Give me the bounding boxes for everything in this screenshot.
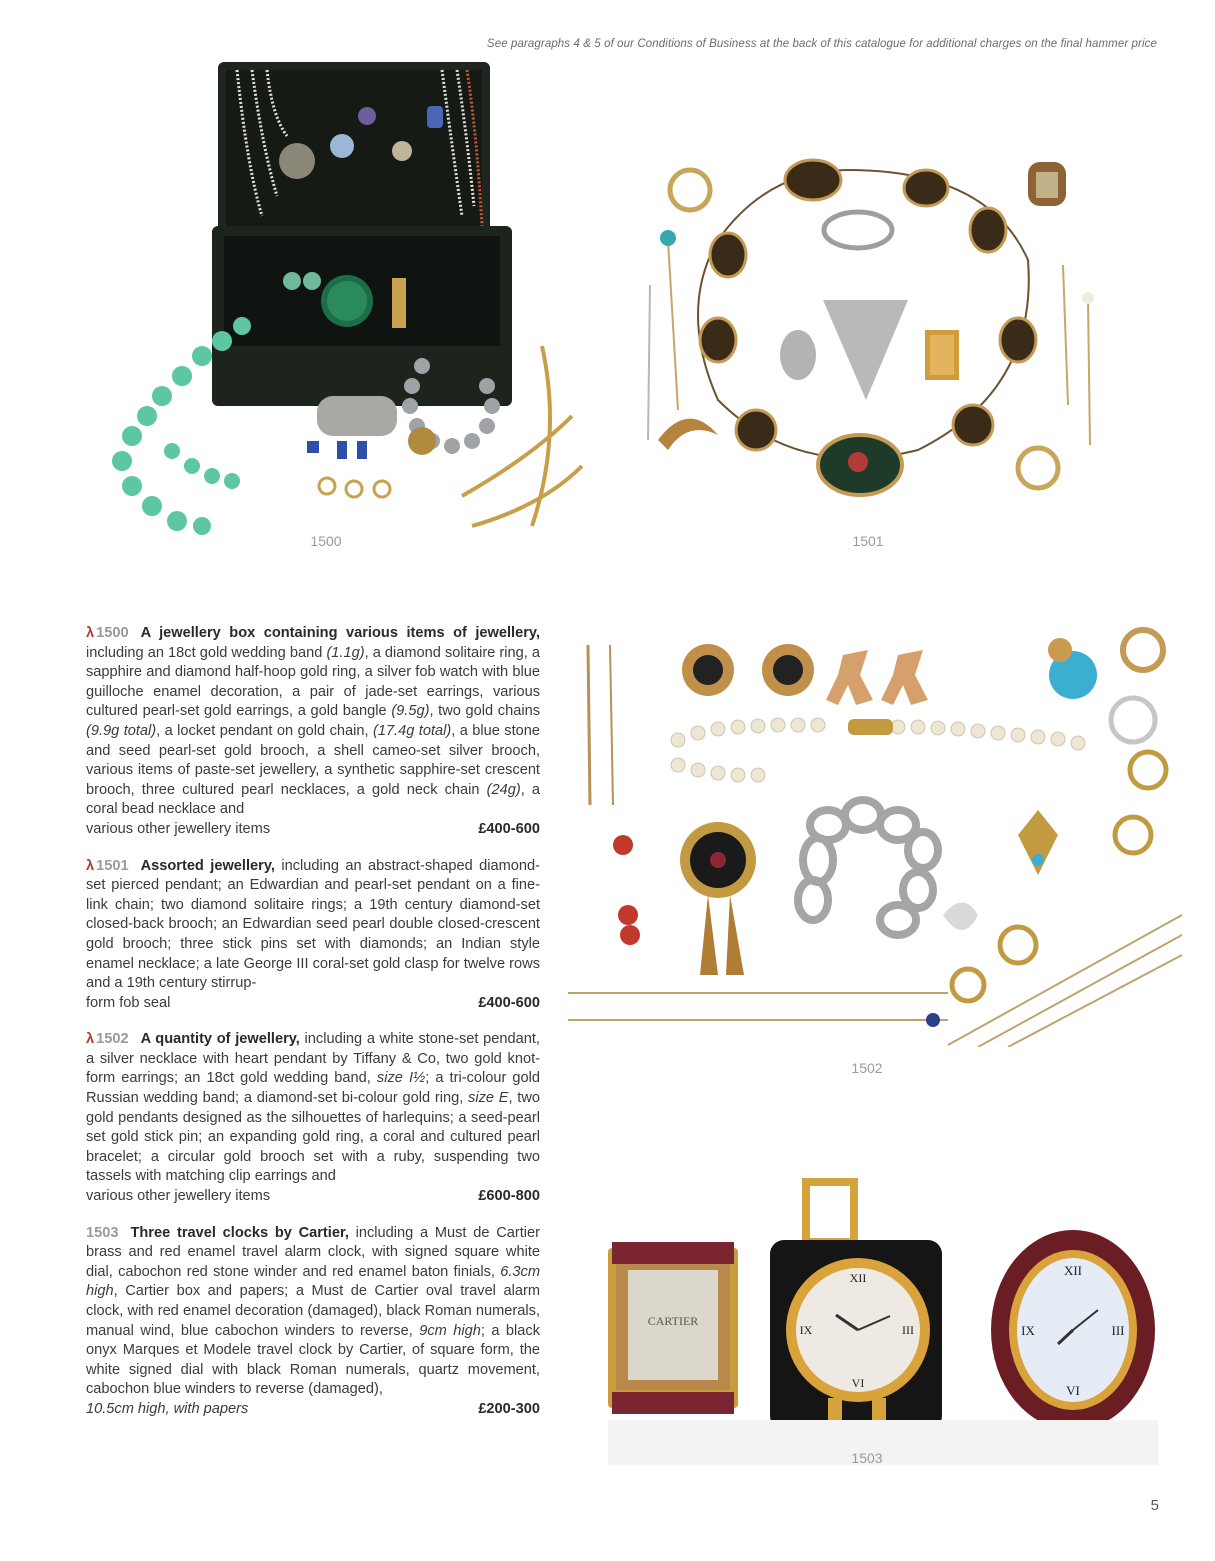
lot-number: 1503 [86,1224,119,1241]
lot-estimate-line [86,820,540,840]
page-number: 5 [1150,1497,1159,1514]
photo-label-1501: 1501 [852,533,884,549]
quantity-of-jewellery-image [568,615,1182,1047]
lot-weight: (17.4g total) [372,722,452,739]
photo-label-1502: 1502 [851,1060,883,1076]
lot-description: , two gold chains [429,703,540,720]
svg-text:III: III [1111,1323,1125,1338]
lot-estimate-line [86,1400,540,1420]
lambda-symbol: λ [86,625,95,641]
lot-estimate-line [86,1187,540,1207]
lot-description: , a blue stone and seed pearl-set gold brooch, a shell cameo-set silver brooch, various items of paste-set jewellery, a synthetic sapphire-set crescent brooch, three cultured pearl necklaces, a gold neck chain [86,722,540,798]
lot-description: including an abstract-shaped diamond-set pierced pendant; an Edwardian and pearl-set pendant on a fine-link chain; two diamond solitaire rings; a 19th century diamond-set closed-back brooch; an Edwardian seed pearl double closed-crescent gold brooch; three stick pins set with diamonds; an Indian style enamel necklace; a late George III coral-set gold clasp for twelve rows and a 19th century stirrup- [86,857,540,992]
lot-estimate: £200-300 [478,1400,540,1417]
lot-dimension: 6.3cm high [86,1263,540,1300]
lot-estimate-line [86,994,540,1014]
lot-descriptions [86,624,540,1437]
lot-description: ; a tri-colour gold Russian wedding band; a diamond-set bi-colour gold ring, [86,1070,541,1107]
lot-description-end: form fob seal [86,994,171,1011]
lot-dimension: 9cm high [419,1322,481,1339]
lot-weight: (24g) [486,781,521,798]
lot-weight: (9.9g total) [86,722,157,739]
svg-text:VI: VI [1066,1383,1080,1398]
lot-description-end: various other jewellery items [86,820,271,837]
lot-1502 [86,1030,540,1206]
photo-lot-1500 [62,56,592,551]
svg-text:VI: VI [851,1376,865,1390]
photo-lot-1503 [598,1130,1166,1470]
svg-text:XII: XII [1063,1263,1083,1278]
lot-description: , a locket pendant on gold chain, [156,722,373,739]
lot-description: including an 18ct gold wedding band [86,644,327,661]
photo-label-1500: 1500 [310,533,342,549]
lambda-symbol: λ [86,857,95,874]
lot-title: A jewellery box containing various items of jewellery, [140,625,540,641]
svg-text:XII: XII [849,1271,867,1285]
lot-number: 1502 [96,1031,129,1048]
lambda-symbol: λ [86,1031,95,1048]
lot-title: Assorted jewellery, [140,857,275,874]
lot-description: including a Must de Cartier brass and red enamel travel alarm clock, with signed square white dial, cabochon red stone winder and red enamel baton finials, [86,1224,541,1280]
lot-title: A quantity of jewellery, [140,1031,300,1048]
svg-text:IX: IX [799,1323,813,1337]
photo-label-1503: 1503 [851,1450,883,1466]
lot-estimate: £400-600 [478,820,540,837]
lot-description: , a coral bead necklace and [86,781,540,818]
photo-lot-1502 [568,615,1182,1047]
cartier-clocks-image [598,1130,1166,1470]
lot-description: , two gold pendants designed as the silhouettes of harlequins; a seed-pearl set gold stick pin; an expanding gold ring, a coral and cultured pearl bracelet; a circular gold brooch set with a ruby, suspending two tassels with matching clip earrings and [86,1090,541,1185]
photo-lot-1501 [618,150,1108,500]
jewellery-box-image [62,56,592,551]
svg-text:CARTIER: CARTIER [647,1314,699,1328]
assorted-jewellery-image [618,150,1108,500]
lot-description-end: 10.5cm high, with papers [86,1400,249,1417]
lot-description: including a white stone-set pendant, a silver necklace with heart pendant by Tiffany & Co, two gold knot-form earrings; an 18ct gold wedding band, [86,1031,540,1087]
lot-description-end: various other jewellery items [86,1188,271,1205]
lot-description: , Cartier box and papers; a Must de Cartier oval travel alarm clock, with red enamel decoration (damaged), black Roman numerals, manual wind, blue cabochon winders to reverse, [86,1283,540,1339]
lot-title: Three travel clocks by Cartier, [130,1224,349,1241]
lot-weight: (9.5g) [391,703,430,720]
lot-description: ; a black onyx Marques et Modele travel clock by Cartier, of square form, the white signed dial with black Roman numerals, quartz movement, cabochon blue winders to reverse (damaged), [86,1322,541,1398]
lot-weight: (1.1g) [326,644,365,661]
lot-1503 [86,1224,540,1420]
lot-estimate: £600-800 [478,1188,540,1205]
lot-number: 1500 [96,625,129,641]
lot-size: size E [468,1090,509,1107]
svg-text:III: III [902,1323,914,1337]
lot-1500 [86,624,540,840]
conditions-note: See paragraphs 4 & 5 of our Conditions of Business at the back of this catalogue for additional charges on the final hammer price [486,38,1157,50]
lot-1501 [86,857,540,1014]
lot-estimate: £400-600 [478,994,540,1011]
lot-description: , a diamond solitaire ring, a sapphire and diamond half-hoop gold ring, a silver fob watch with blue guilloche enamel decoration, a pair of jade-set earrings, various cultured pearl-set gold earrings, a gold bangle [86,644,541,720]
lot-size: size I½ [376,1070,426,1087]
lot-number: 1501 [96,857,129,874]
svg-text:IX: IX [1021,1323,1035,1338]
